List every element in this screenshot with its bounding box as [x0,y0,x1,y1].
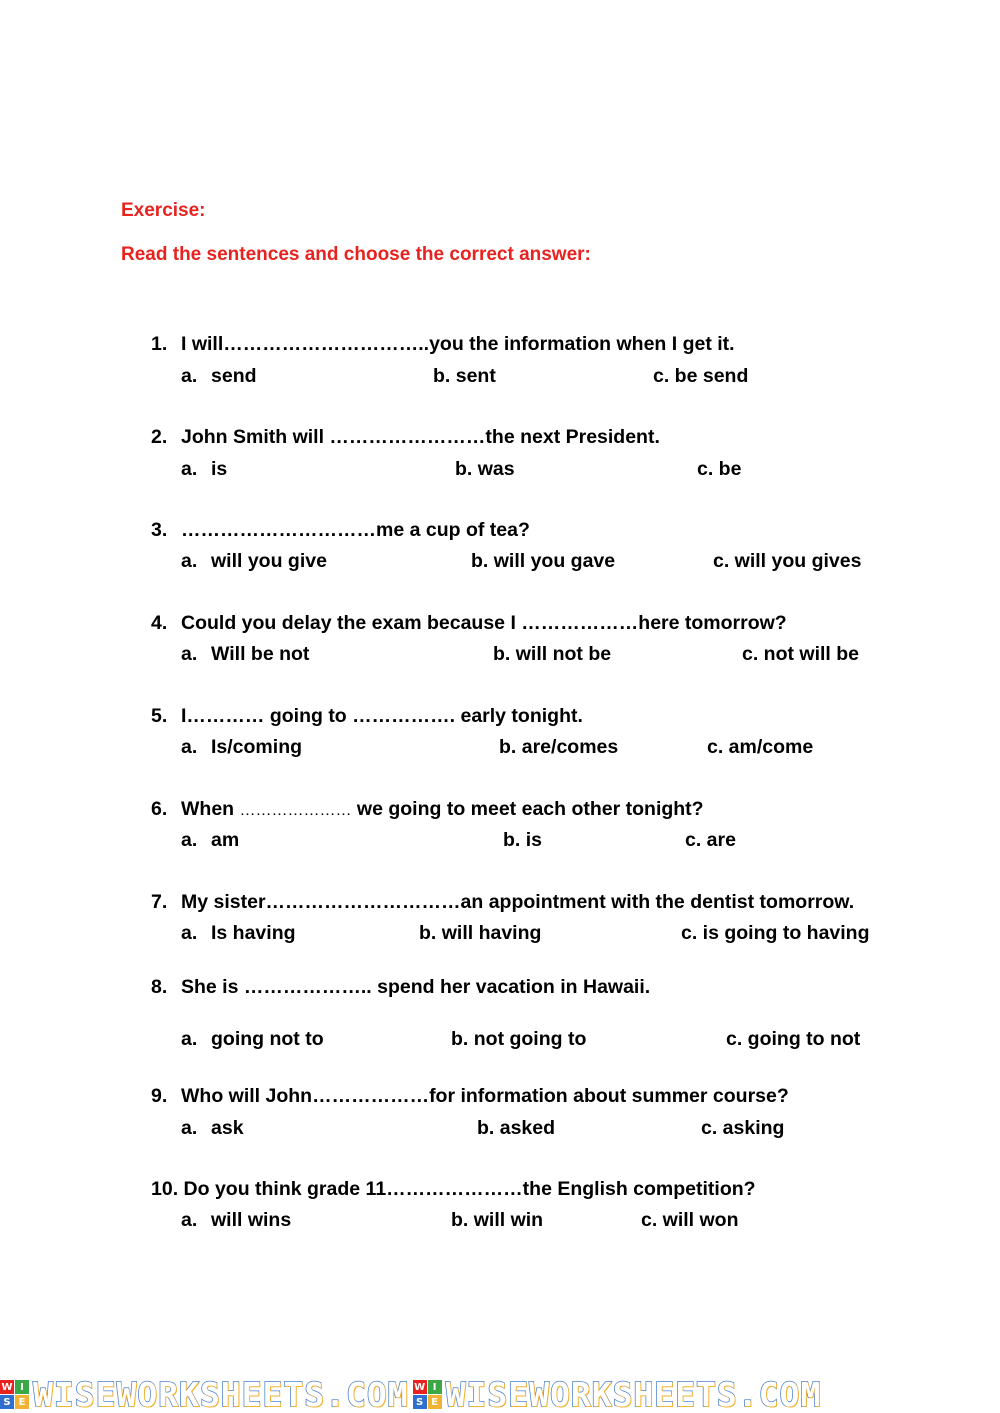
question-number: 2. [151,426,168,448]
option-6c[interactable]: c. are [685,829,736,851]
question-6 [151,798,704,821]
question-number: 9. [151,1085,168,1107]
option-text: am [211,829,240,851]
option-5b[interactable]: b. are/comes [499,736,619,758]
option-3a[interactable] [181,550,327,573]
question-text: My sister…………………………an appointment with the dentist tomorrow. [181,891,855,913]
option-9b[interactable]: b. asked [477,1117,556,1139]
question-text: I………… going to ……………. early tonight. [181,705,583,727]
question-3 [151,519,530,542]
option-text: Is/coming [211,736,303,758]
option-8a[interactable] [181,1028,324,1051]
option-letter: a. [181,365,198,387]
question-text: John Smith will ……………………the next President. [181,426,660,448]
option-2a[interactable] [181,458,227,481]
option-letter: a. [181,1117,198,1139]
instruction-text: Read the sentences and choose the correct answer: [121,244,591,265]
question-9 [151,1085,789,1108]
option-10c[interactable]: c. will won [641,1209,739,1231]
option-1b[interactable]: b. sent [433,365,496,387]
option-6a[interactable] [181,829,239,852]
option-letter: a. [181,922,198,944]
option-3c[interactable]: c. will you gives [713,550,862,572]
option-4a[interactable] [181,643,309,666]
option-8b[interactable]: b. not going to [451,1028,587,1050]
option-letter: a. [181,1028,198,1050]
option-letter: a. [181,736,198,758]
logo-letter: I [428,1380,442,1394]
option-10a[interactable] [181,1209,291,1232]
option-2c[interactable]: c. be [697,458,742,480]
option-text: ask [211,1117,244,1139]
watermark-text: WISEWORKSHEETS.COM [33,1376,409,1413]
option-4b[interactable]: b. will not be [493,643,612,665]
option-letter: a. [181,458,198,480]
question-text: I will…………………………..you the information when I get it. [181,333,735,355]
option-4c[interactable]: c. not will be [742,643,860,665]
question-5 [151,705,583,728]
question-text-before: When [181,798,235,820]
question-number: 6. [151,798,168,820]
option-9a[interactable] [181,1117,244,1140]
option-letter: a. [181,643,198,665]
option-text: going not to [211,1028,324,1050]
option-8c[interactable]: c. going to not [726,1028,861,1050]
option-letter: a. [181,550,198,572]
option-7c[interactable]: c. is going to having [681,922,870,944]
option-3b[interactable]: b. will you gave [471,550,616,572]
question-2 [151,426,660,449]
question-text: …………………………me a cup of tea? [181,519,530,541]
question-number: 8. [151,976,168,998]
option-5c[interactable]: c. am/come [707,736,814,758]
question-number: 1. [151,333,168,355]
option-text: will wins [211,1209,292,1231]
logo-letter: I [15,1380,29,1394]
option-9c[interactable]: c. asking [701,1117,785,1139]
question-text: She is ……………….. spend her vacation in Hawaii. [181,976,651,998]
question-1 [151,333,735,356]
exercise-title: Exercise: [121,200,206,221]
question-7 [151,891,854,914]
question-text: Do you think grade 11…………………the English competition? [183,1178,756,1200]
watermark-logo [0,1376,409,1413]
option-text: Will be not [211,643,310,665]
question-text: Who will John………………for information about summer course? [181,1085,789,1107]
option-6b[interactable]: b. is [503,829,543,851]
watermark-logo [413,1376,822,1413]
question-text: Could you delay the exam because I ………………here tomorrow? [181,612,787,634]
logo-letter: E [15,1395,29,1409]
option-text: send [211,365,257,387]
option-7a[interactable] [181,922,296,945]
question-number: 3. [151,519,168,541]
watermark-text: WISEWORKSHEETS.COM [445,1376,822,1413]
logo-letter: E [428,1395,442,1409]
question-text-after: we going to meet each other tonight? [356,798,704,820]
option-7b[interactable]: b. will having [419,922,542,944]
logo-letter: S [413,1395,427,1409]
question-blank: ………………… [239,802,352,819]
option-text: will you give [211,550,327,572]
option-5a[interactable] [181,736,302,759]
footer-watermark [0,1376,1000,1413]
question-10 [151,1178,756,1201]
logo-letter: W [414,1381,426,1393]
question-8 [151,976,650,999]
option-10b[interactable]: b. will win [451,1209,544,1231]
option-2b[interactable]: b. was [455,458,515,480]
question-number: 5. [151,705,168,727]
question-number: 7. [151,891,168,913]
question-4 [151,612,787,635]
option-1c[interactable]: c. be send [653,365,749,387]
question-number: 4. [151,612,168,634]
option-letter: a. [181,829,198,851]
option-1a[interactable] [181,365,257,388]
option-text: is [211,458,228,480]
question-number: 10. [151,1178,179,1200]
logo-letter: W [1,1381,13,1393]
option-letter: a. [181,1209,198,1231]
logo-icon [413,1380,442,1409]
logo-letter: S [0,1395,14,1409]
logo-icon [0,1380,29,1409]
option-text: Is having [211,922,296,944]
